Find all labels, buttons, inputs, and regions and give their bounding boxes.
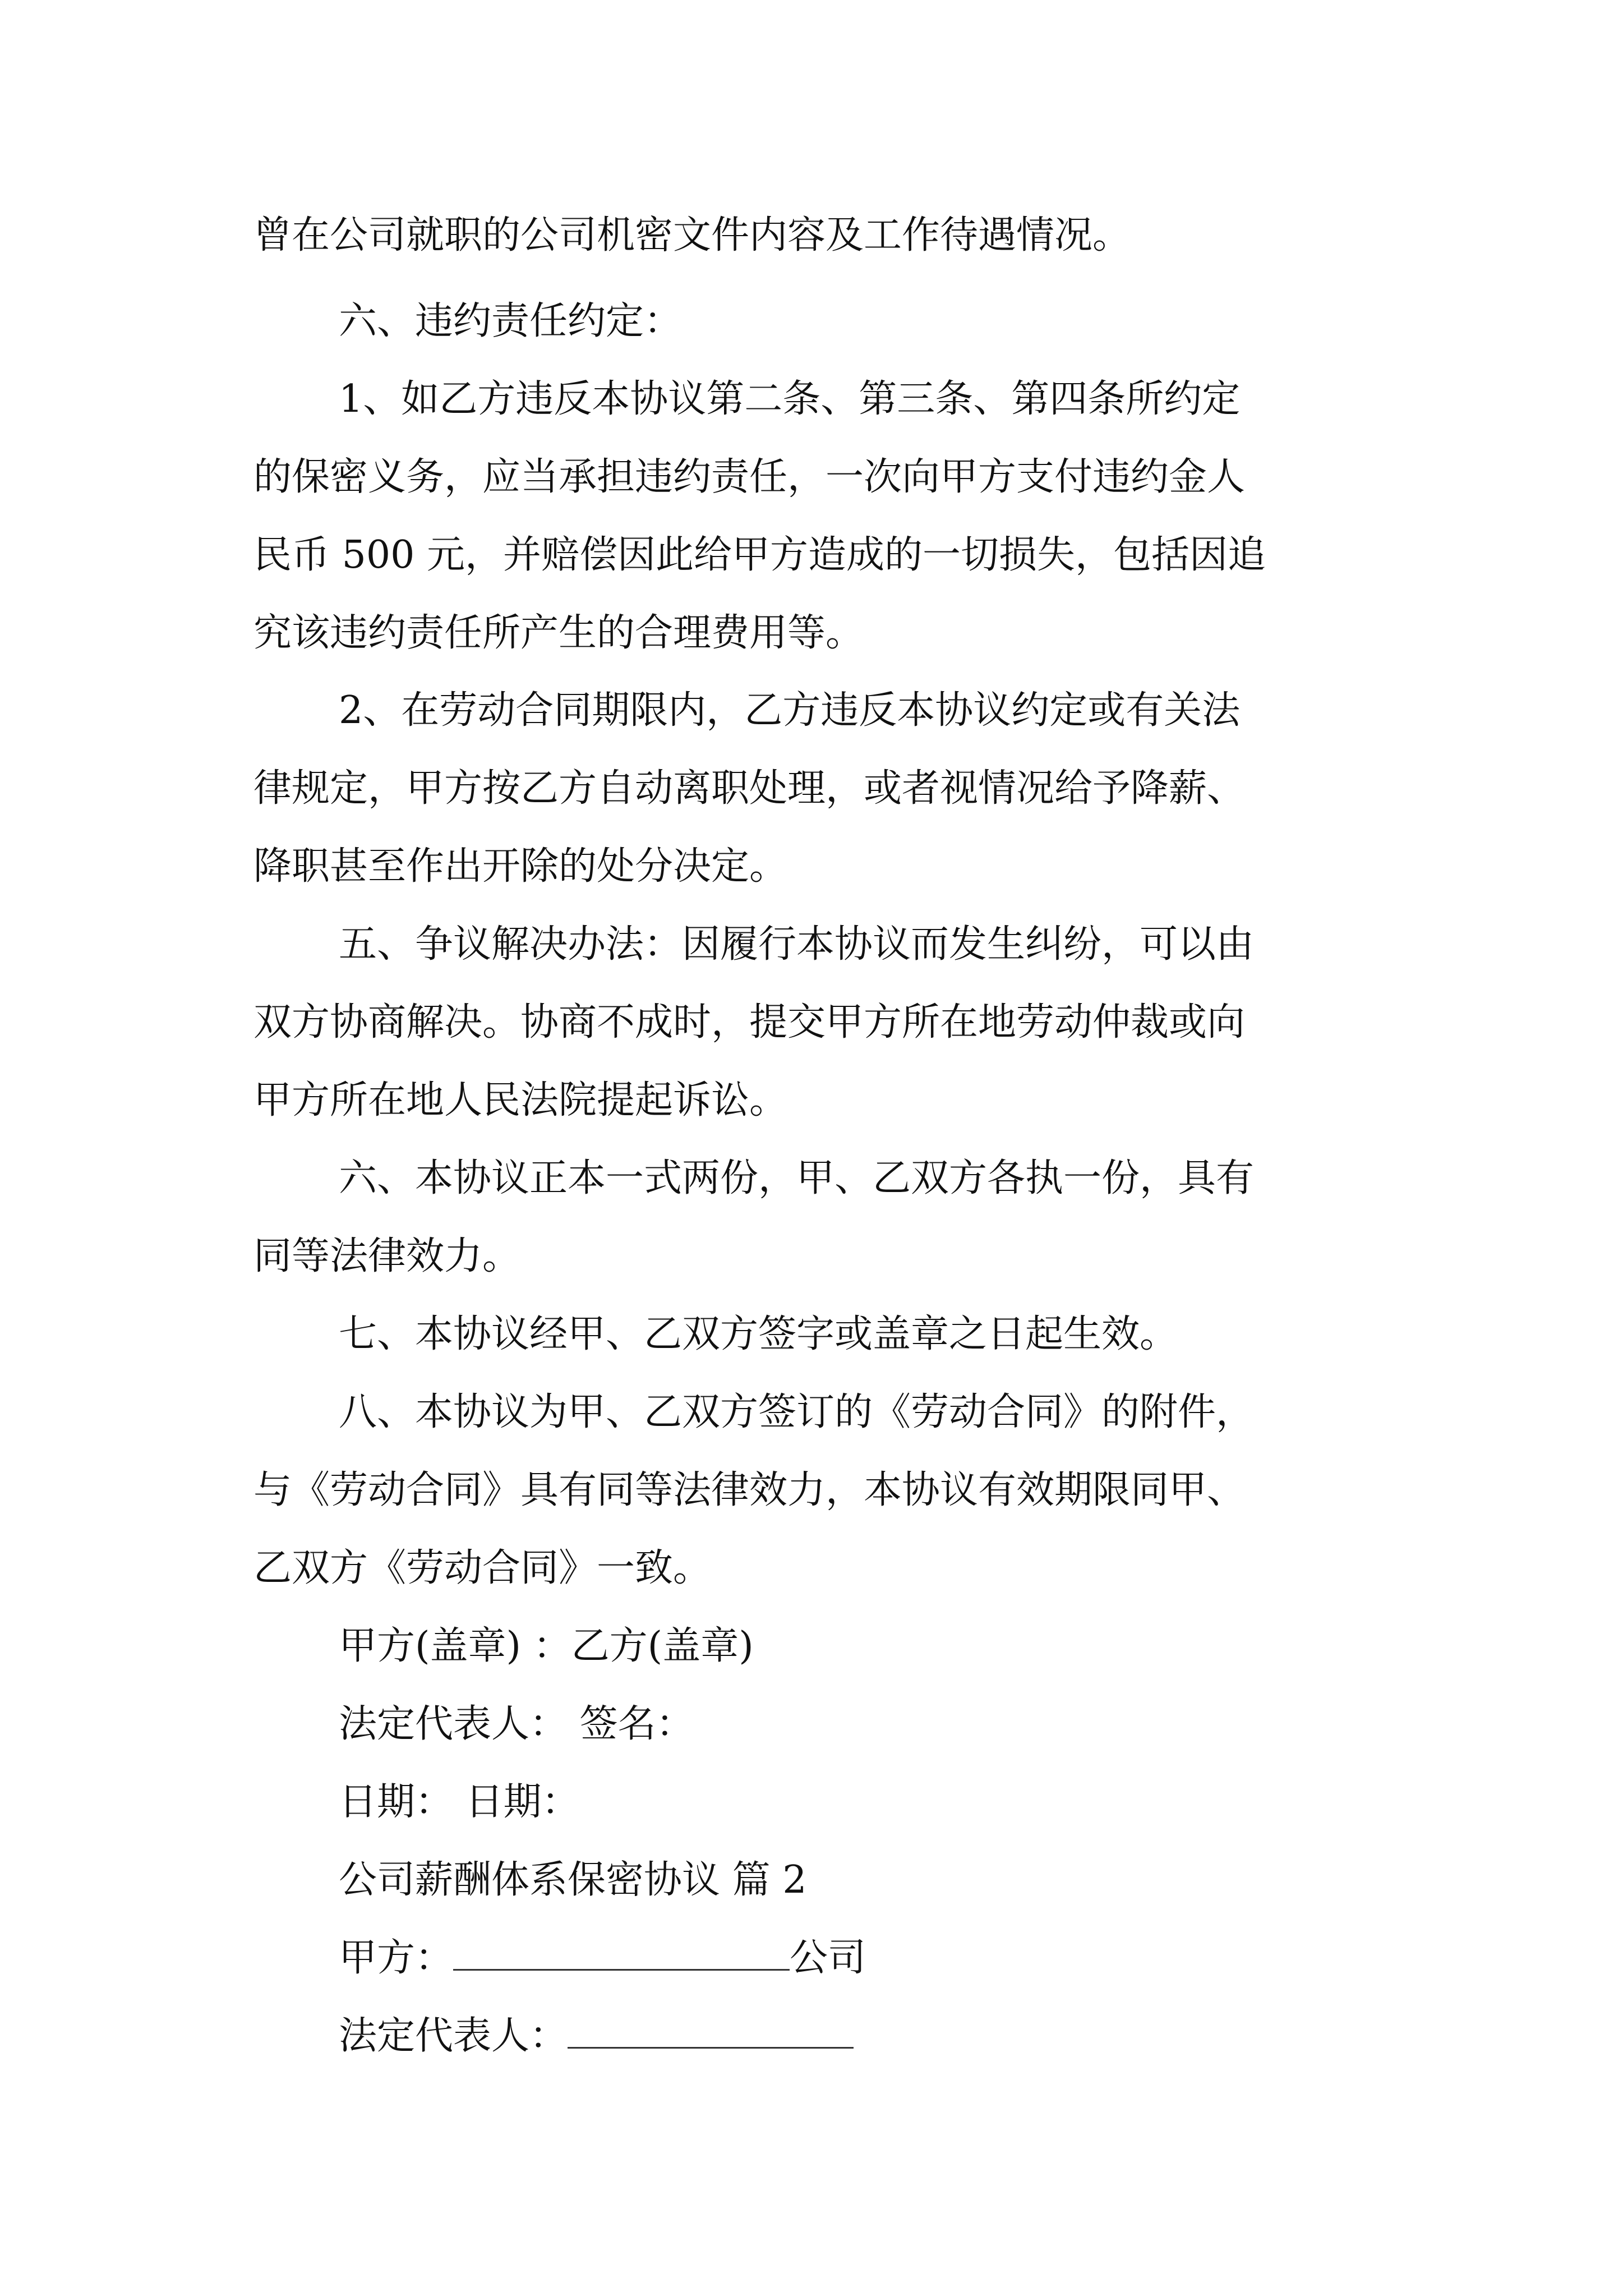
paragraph-line: 民币 500 元，并赔偿因此给甲方造成的一切损失，包括因追: [253, 533, 1266, 577]
legal-rep-blank[interactable]: [568, 2012, 854, 2049]
signature-line-seal: 甲方(盖章) ：乙方(盖章): [339, 1624, 754, 1668]
paragraph-line: 2、在劳动合同期限内，乙方违反本协议约定或有关法: [339, 688, 1241, 733]
signature-line-rep: 法定代表人： 签名：: [339, 1702, 694, 1746]
party-a-suffix: 公司: [790, 1936, 866, 1980]
paragraph-line: 乙双方《劳动合同》一致。: [253, 1546, 712, 1590]
legal-rep-line: [339, 2011, 854, 2062]
signature-line-date: 日期： 日期：: [339, 1780, 580, 1824]
party-a-label: 甲方：: [339, 1936, 454, 1980]
party-a-blank[interactable]: [453, 1934, 790, 1971]
paragraph-line: 八、本协议为甲、乙双方签订的《劳动合同》的附件，: [339, 1390, 1255, 1434]
paragraph-line: 究该违约责任所产生的合理费用等。: [253, 611, 864, 655]
paragraph-line: 1、如乙方违反本协议第二条、第三条、第四条所约定: [339, 377, 1241, 421]
paragraph-line: 与《劳动合同》具有同等法律效力，本协议有效期限同甲、: [253, 1468, 1246, 1512]
section-heading: 六、违约责任约定：: [339, 299, 683, 343]
paragraph-line: 曾在公司就职的公司机密文件内容及工作待遇情况。: [253, 213, 1131, 257]
paragraph-line: 双方协商解决。协商不成时，提交甲方所在地劳动仲裁或向: [253, 1000, 1246, 1045]
paragraph-line: 的保密义务，应当承担违约责任，一次向甲方支付违约金人: [253, 455, 1246, 499]
paragraph-line: 六、本协议正本一式两份，甲、乙双方各执一份，具有: [339, 1156, 1255, 1200]
section-title: 公司薪酬体系保密协议 篇 2: [339, 1858, 807, 1902]
paragraph-line: 律规定，甲方按乙方自动离职处理，或者视情况给予降薪、: [253, 766, 1246, 811]
paragraph-line: 降职甚至作出开除的处分决定。: [253, 844, 788, 889]
paragraph-line: 七、本协议经甲、乙双方签字或盖章之日起生效。: [339, 1312, 1178, 1356]
party-a-line: [339, 1933, 866, 1984]
paragraph-line: 五、争议解决办法：因履行本协议而发生纠纷，可以由: [339, 922, 1255, 967]
paragraph-line: 同等法律效力。: [253, 1234, 521, 1278]
legal-rep-label: 法定代表人：: [339, 2014, 568, 2058]
paragraph-line: 甲方所在地人民法院提起诉讼。: [253, 1078, 788, 1122]
